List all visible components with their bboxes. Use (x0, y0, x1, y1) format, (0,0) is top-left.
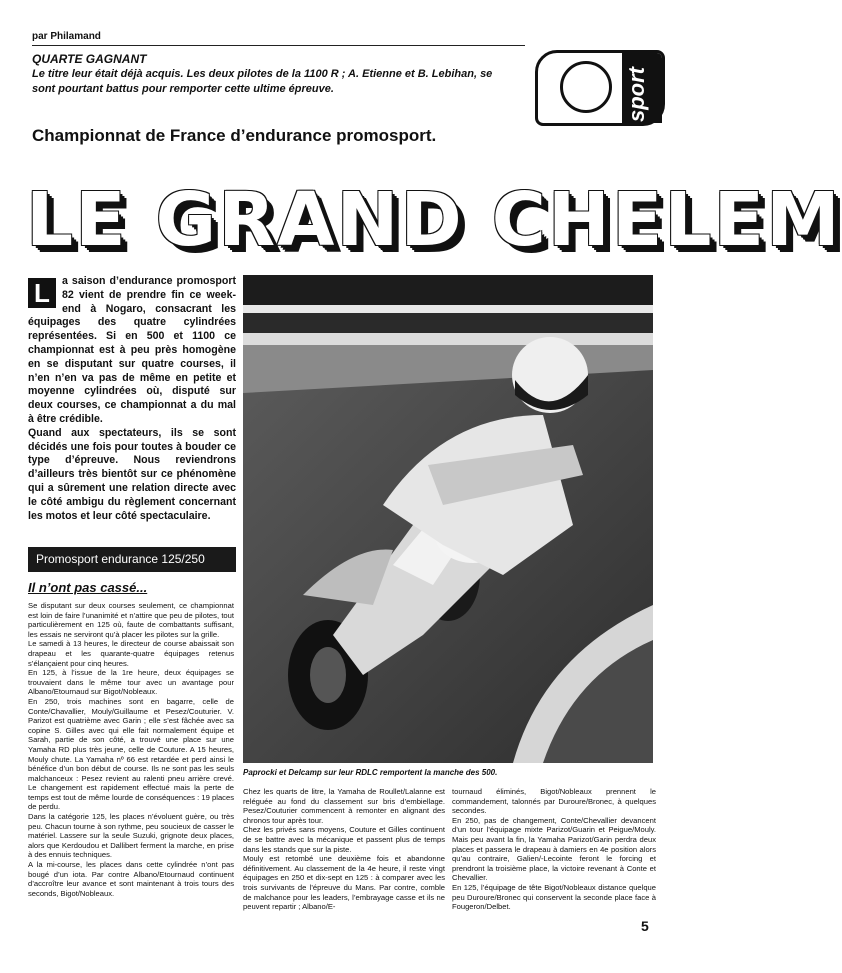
byline: par Philamand (32, 31, 101, 42)
paragraph: Le samedi à 13 heures, le directeur de course abaissait son drapeau et les quarante-quatre équipages retenus s’élançaient pour cinq heures. (28, 639, 234, 668)
column-1 (28, 601, 234, 898)
lead-text: a saison d’endurance promosport 82 vient de prendre fin ce week-end à Nogaro, consacrant les équipages des quatre cylindrées représentées. Si en 500 et 1100 ce championnat est à peu près homogène en se disputant sur quatre courses, il n’en n’en va pas de même en petite et moyenne cylindrées où, disputé sur deux courses, ce championnat a du mal à être crédible. (28, 275, 236, 425)
paragraph: En 250, pas de changement, Conte/Chevallier devancent d’un tour l’équipage mixte Parizot/Guarin et Peigue/Mouly. Mais peu avant la fin, la Yamaha Parizot/Garin perdra deux places et passera le drapeau à damiers en 4e position alors qu’au contraire, Galien/-Lecointe feront le forcing et prendront la troisième place, la victoire revenant à Conte et Chevallier. (452, 815, 656, 883)
paragraph: En 250, trois machines sont en bagarre, celle de Conte/Chavallier, Mouly/Guillaume et Pesez/Couturier. V. Parizot est quatrième avec Garin ; elle s’est fâchée avec sa copine S. Gilles avec qui elle fait normalement équipe et Sarah, partie de son côté, a trouvé une place sur une Yamaha RD plus très jeune, celle de Couture. A 15 heures, Mouly chute. La Yamaha nº 66 est retardée et perd ainsi le bénéfice d’un bon début de course. Ils ne sont pas les seuls malchanceux : Pesez revient au ralenti pneu arrière crevé. Le changement est rapidement effectué mais la perte de temps est tout de même lourde de conséquences : 19 places de perdu. (28, 696, 234, 812)
paragraph: A la mi-course, les places dans cette cylindrée n’ont pas bougé d’un iota. Par contre Albano/Etournaud continuent d’accroître leur avance et sont maintenant à trois tours des seconds, Bigot/Nobleaux. (28, 860, 234, 898)
paragraph: Mouly est retombé une deuxième fois et abandonne définitivement. Au classement de la 4e heure, il reste vingt équipages en 250 et dix-sept en 125 : à comparer avec les trois survivants de l’épreuve du Mans. Par contre, comble de malchance pour les leaders, l’embrayage casse et ils ne peuvent repartir ; Albano/E- (243, 854, 445, 912)
section-title: Il n’ont pas cassé... (28, 580, 148, 595)
stopwatch-icon (560, 61, 612, 113)
paragraph: tournaud éliminés, Bigot/Nobleaux prennent le commandement, talonnés par Duroure/Bronec, à quelques secondes. (452, 787, 656, 816)
drop-cap: L (28, 278, 56, 308)
header-rule (32, 45, 525, 46)
sport-logo (535, 50, 665, 126)
paragraph: En 125, à l’issue de la 1re heure, deux équipages se trouvaient dans le même tour avec un avantage pour Albano/Etournaud sur Bigot/Nobleaux. (28, 668, 234, 697)
paragraph: Dans la catégorie 125, les places n’évoluent guère, ou très peu. Chacun tourne à son rythme, peu soucieux de casser le matériel. Lassere sur la seule Suzuki, grignote deux places, alors que Kerdoudou et Dallibert ferment la marche, en prise à des ennuis techniques. (28, 812, 234, 860)
paragraph: Chez les quarts de litre, la Yamaha de Roullet/Lalanne est reléguée au fond du classement sur bris d’embiellage. Pesez/Couturier commencent à remonter en alignant des chronos tour après tour. (243, 787, 445, 825)
lead-paragraph (28, 275, 236, 523)
section-bar: Promosport endurance 125/250 (28, 547, 236, 572)
lead-text-2: Quand aux spectateurs, ils se sont décidés une fois pour toutes à bouder ce type d’épreuve. Nous reviendrons d’ailleurs très bientôt sur ce phénomène qui a sûrement une relation directe avec le côté ambigu du règlement concernant les motos et leur côté spectaculaire. (28, 426, 236, 522)
paragraph: Se disputant sur deux courses seulement, ce championnat est loin de faire l’unanimité et n’attire que peu de pilotes, tout particulièrement en 125 où, faute de combattants suffisant, les essais ne serviront qu’à placer les pilotes sur la grille. (28, 601, 234, 639)
kicker-text: Le titre leur était déjà acquis. Les deux pilotes de la 1100 R ; A. Etienne et B. Lebihan, se sont pourtant battus pour remporter cette ultime épreuve. (32, 68, 493, 95)
kicker-title: QUARTE GAGNANT (32, 52, 147, 66)
paragraph: Chez les privés sans moyens, Couture et Gilles continuent de se battre avec la mécanique et passent plus de temps dans les stands que sur la piste. (243, 825, 445, 854)
paragraph: En 125, l’équipage de tête Bigot/Nobleaux distance quelque peu Duroure/Bronec qui conservent la seconde place face à Fougeron/Delbet. (452, 882, 656, 912)
logo-text: sport (624, 67, 649, 122)
page-number: 5 (641, 918, 649, 934)
headline: LE GRAND CHELEM (26, 177, 842, 263)
article-subtitle: Championnat de France d’endurance promosport. (32, 126, 437, 145)
column-3 (452, 787, 656, 912)
photo-caption: Paprocki et Delcamp sur leur RDLC remportent la manche des 500. (243, 768, 498, 777)
column-2 (243, 787, 445, 912)
race-photo (243, 275, 653, 763)
